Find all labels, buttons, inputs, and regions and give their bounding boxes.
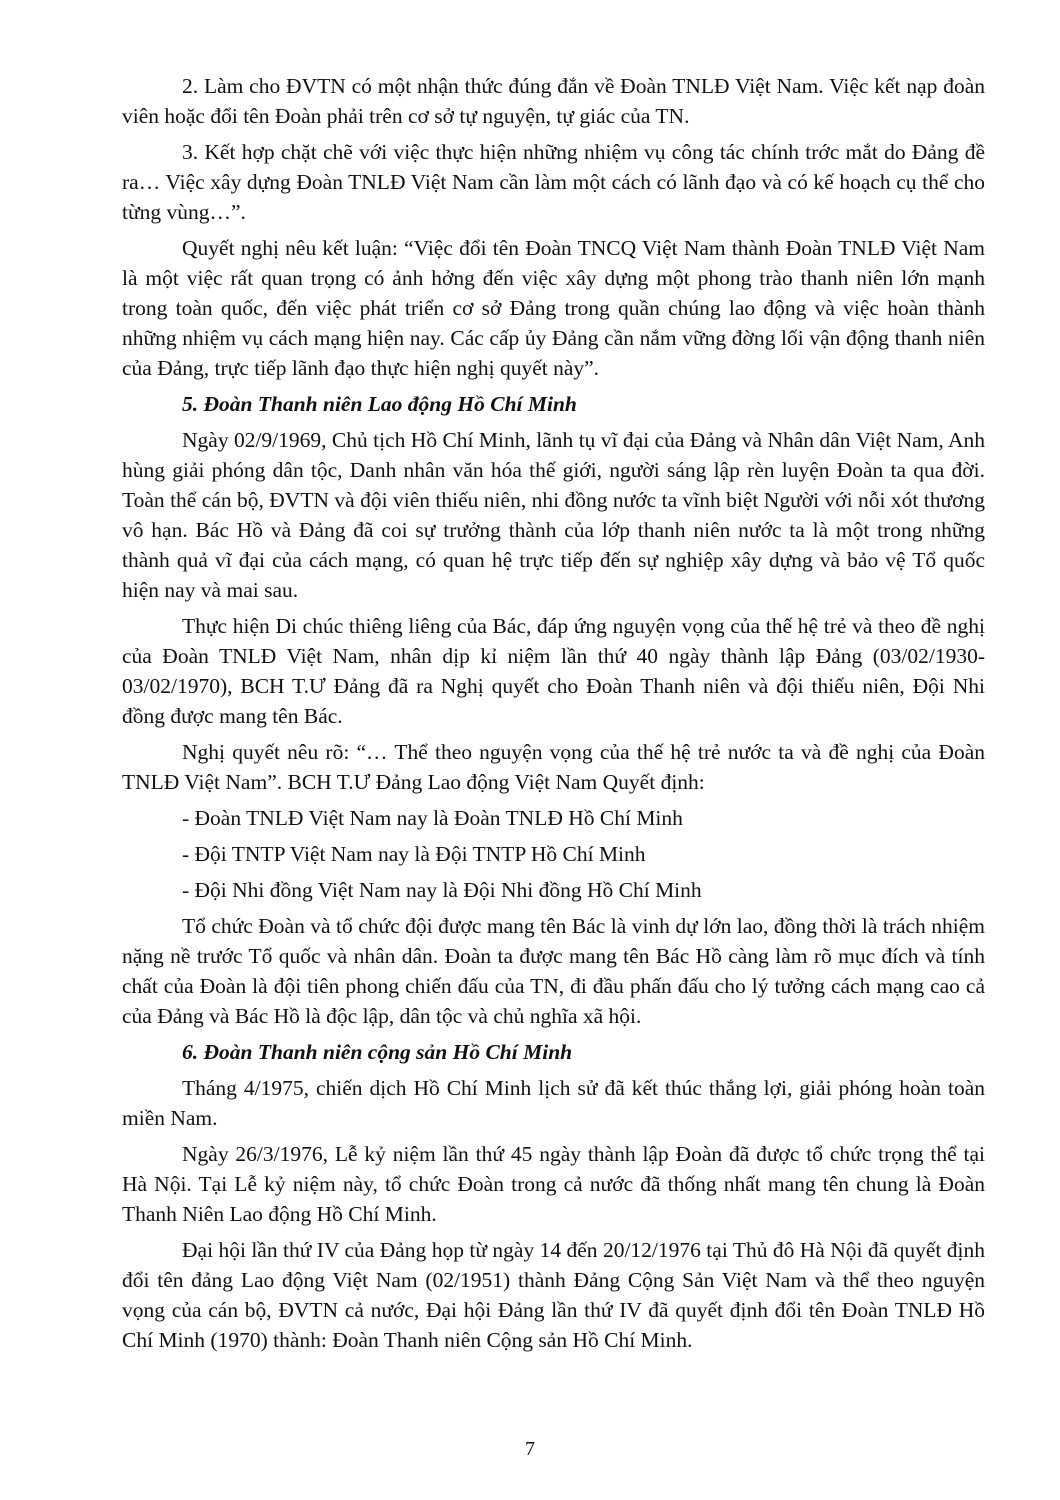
paragraph-point-2: 2. Làm cho ĐVTN có một nhận thức đúng đắn về Đoàn TNLĐ Việt Nam. Việc kết nạp đoàn viên hoặc đổi tên Đoàn phải trên cơ sở tự nguyện, tự giác của TN. bbox=[122, 74, 985, 128]
list-item: - Đội TNTP Việt Nam nay là Đội TNTP Hồ Chí Minh bbox=[182, 842, 646, 866]
page-number: 7 bbox=[525, 1438, 535, 1460]
page-content bbox=[122, 71, 985, 1361]
paragraph-resolution-quote: Nghị quyết nêu rõ: “… Thể theo nguyện vọng của thế hệ trẻ nước ta và đề nghị của Đoàn TNLĐ Việt Nam”. BCH T.Ư Đảng Lao động Việt Nam Quyết định: bbox=[122, 740, 985, 794]
paragraph-1976-anniversary: Ngày 26/3/1976, Lễ kỷ niệm lần thứ 45 ngày thành lập Đoàn đã được tổ chức trọng thể tại Hà Nội. Tại Lễ kỷ niệm này, tổ chức Đoàn trong cả nước đã thống nhất mang tên chung là Đoàn Thanh Niên Lao động Hồ Chí Minh. bbox=[122, 1142, 985, 1226]
paragraph-point-3: 3. Kết hợp chặt chẽ với việc thực hiện những nhiệm vụ công tác chính trớc mắt do Đảng đề ra… Việc xây dựng Đoàn TNLĐ Việt Nam cần làm một cách có lãnh đạo và có kế hoạch cụ thể cho từng vùng…”. bbox=[122, 140, 985, 224]
section-heading-5: 5. Đoàn Thanh niên Lao động Hồ Chí Minh bbox=[182, 392, 577, 416]
paragraph-1969: Ngày 02/9/1969, Chủ tịch Hồ Chí Minh, lãnh tụ vĩ đại của Đảng và Nhân dân Việt Nam, Anh hùng giải phóng dân tộc, Danh nhân văn hóa thế giới, người sáng lập rèn luyện Đoàn ta qua đời. Toàn thể cán bộ, ĐVTN và đội viên thiếu niên, nhi đồng nước ta vĩnh biệt Người với nỗi xót thương vô hạn. Bác Hồ và Đảng đã coi sự trưởng thành của lớp thanh niên nước ta là một trong những thành quả vĩ đại của cách mạng, có quan hệ trực tiếp đến sự nghiệp xây dựng và bảo vệ Tổ quốc hiện nay và mai sau. bbox=[122, 428, 985, 602]
paragraph-1975: Tháng 4/1975, chiến dịch Hồ Chí Minh lịch sử đã kết thúc thắng lợi, giải phóng hoàn toàn miền Nam. bbox=[122, 1076, 985, 1130]
paragraph-resolution-conclusion: Quyết nghị nêu kết luận: “Việc đổi tên Đoàn TNCQ Việt Nam thành Đoàn TNLĐ Việt Nam là một việc rất quan trọng có ảnh hởng đến việc xây dựng một phong trào thanh niên lớn mạnh trong toàn quốc, đến việc phát triển cơ sở Đảng trong quần chúng lao động và việc hoàn thành những nhiệm vụ cách mạng hiện nay. Các cấp ủy Đảng cần nắm vững đờng lối vận động thanh niên của Đảng, trực tiếp lãnh đạo thực hiện nghị quyết này”. bbox=[122, 236, 985, 380]
paragraph-honor: Tổ chức Đoàn và tổ chức đội được mang tên Bác là vinh dự lớn lao, đồng thời là trách nhiệm nặng nề trước Tổ quốc và nhân dân. Đoàn ta được mang tên Bác Hồ càng làm rõ mục đích và tính chất của Đoàn là đội tiên phong chiến đấu của TN, đi đầu phấn đấu cho lý tưởng cách mạng cao cả của Đảng và Bác Hồ là độc lập, dân tộc và chủ nghĩa xã hội. bbox=[122, 914, 985, 1028]
list-item: - Đoàn TNLĐ Việt Nam nay là Đoàn TNLĐ Hồ Chí Minh bbox=[182, 806, 683, 830]
paragraph-congress-iv: Đại hội lần thứ IV của Đảng họp từ ngày 14 đến 20/12/1976 tại Thủ đô Hà Nội đã quyết định đổi tên đảng Lao động Việt Nam (02/1951) thành Đảng Cộng Sản Việt Nam và thể theo nguyện vọng của cán bộ, ĐVTN cả nước, Đại hội Đảng lần thứ IV đã quyết định đổi tên Đoàn TNLĐ Hồ Chí Minh (1970) thành: Đoàn Thanh niên Cộng sản Hồ Chí Minh. bbox=[122, 1238, 985, 1352]
section-heading-6: 6. Đoàn Thanh niên cộng sản Hồ Chí Minh bbox=[182, 1040, 573, 1064]
paragraph-testament: Thực hiện Di chúc thiêng liêng của Bác, đáp ứng nguyện vọng của thế hệ trẻ và theo đề nghị của Đoàn TNLĐ Việt Nam, nhân dịp kỉ niệm lần thứ 40 ngày thành lập Đảng (03/02/1930- 03/02/1970), BCH T.Ư Đảng đã ra Nghị quyết cho Đoàn Thanh niên và đội thiếu niên, Đội Nhi đồng được mang tên Bác. bbox=[122, 614, 985, 728]
list-item: - Đội Nhi đồng Việt Nam nay là Đội Nhi đồng Hồ Chí Minh bbox=[182, 878, 702, 902]
